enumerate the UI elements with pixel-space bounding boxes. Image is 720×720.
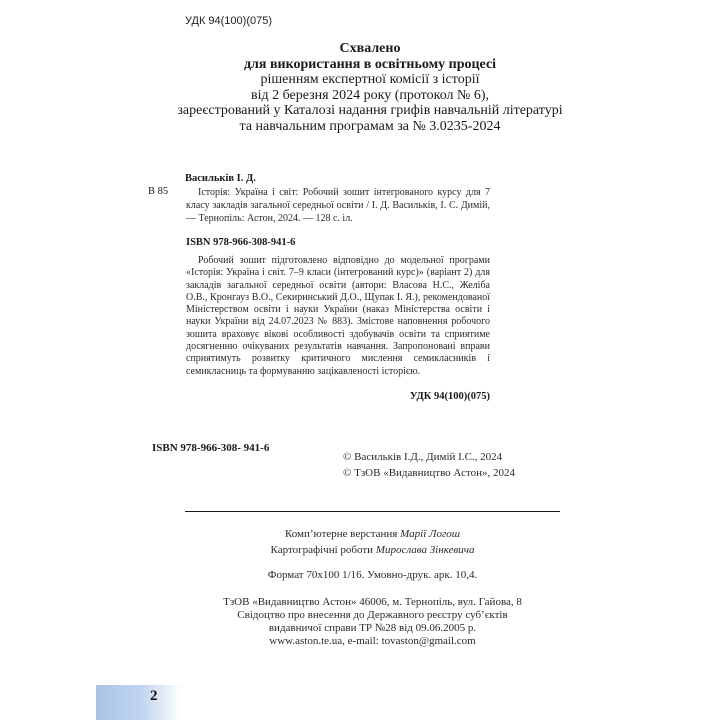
credit-carto-label: Картографічні роботи: [270, 543, 374, 556]
catalog-code: В 85: [148, 186, 169, 197]
isbn-main: ISBN 978-966-308- 941-6: [152, 442, 270, 454]
publisher-certificate-number: видавничої справи ТР №28 від 09.06.2005 р.: [268, 622, 477, 634]
approval-title: Схвалено: [339, 41, 401, 56]
credit-layout-label: Комп’ютерне верстання: [284, 528, 398, 540]
catalog-annotation: Робочий зошит підготовлено відповідно до модельної програми «Історія: Україна і світ. 7–9 класи (інтегрований курс)» (варіант 2) для закладів загальної середньої освіти (автори: Власова Н.С., Желіба О.В., Кронгауз В.О., Секиринський Д.О., Щупак І. Я.), рекомендованої Міністерством освіти і науки України (наказ Міністерства освіти і науки України від 24.07.2023 № 883). Змістове наповнення робочого зошита враховує вікові особливості здобувачів освіти та сприятиме досягненню очікуваних результатів навчання. Запропоновані вправи сприятимуть розвитку критичного мислення семикласників і семикласниць та формуванню зацікавленості історією.: [186, 255, 490, 377]
credits-block: [185, 527, 560, 558]
publisher-address: ТзОВ «Видавництво Астон» 46006, м. Тернопіль, вул. Гайова, 8: [223, 596, 522, 608]
publisher-certificate: Свідоцтво про внесення до Державного реєстру суб’єктів: [237, 609, 508, 621]
approval-decision: рішенням експертної комісії з історії: [260, 72, 480, 87]
catalog-isbn: ISBN 978-966-308-941-6: [186, 237, 296, 248]
approval-number: та навчальним програмам за № 3.0235-2024: [239, 118, 501, 134]
page-number: 2: [150, 688, 158, 704]
udk-header: УДК 94(100)(075): [185, 15, 273, 27]
approval-date: від 2 березня 2024 року (протокол № 6),: [250, 87, 490, 103]
copyright-authors: © Васильків І.Д., Димій І.С., 2024: [343, 451, 503, 463]
catalog-udk: УДК 94(100)(075): [409, 391, 490, 402]
publisher-contacts: www.aston.te.ua, e-mail: tovaston@gmail.com: [269, 635, 476, 647]
catalog-description: Історія: Україна і світ: Робочий зошит інтегрованого курсу для 7 класу закладів загальної середньої освіти / І. Д. Васильків, І. С. Димій, — Тернопіль: Астон, 2024. — 128 с. іл.: [186, 187, 490, 224]
catalog-author: Васильків І. Д.: [185, 173, 256, 184]
page-number-tab: [96, 685, 182, 720]
approval-registration: зареєстрований у Каталозі надання грифів навчальній літературі: [177, 103, 563, 118]
credit-cartography: [185, 543, 560, 559]
print-format: Формат 70x100 1/16. Умовно-друк. арк. 10,4.: [267, 569, 478, 581]
approval-block: [150, 41, 590, 134]
approval-purpose: для використання в освітньому процесі: [243, 56, 497, 72]
divider: [185, 511, 560, 512]
credit-layout: [185, 527, 560, 543]
publisher-block: [185, 596, 560, 648]
credit-carto-name: Мирослава Зінкевича: [375, 543, 475, 556]
copyright-publisher: © ТзОВ «Видавництво Астон», 2024: [343, 466, 516, 479]
credit-layout-name: Марії Логош: [400, 528, 461, 540]
copyright-block: [343, 450, 515, 481]
